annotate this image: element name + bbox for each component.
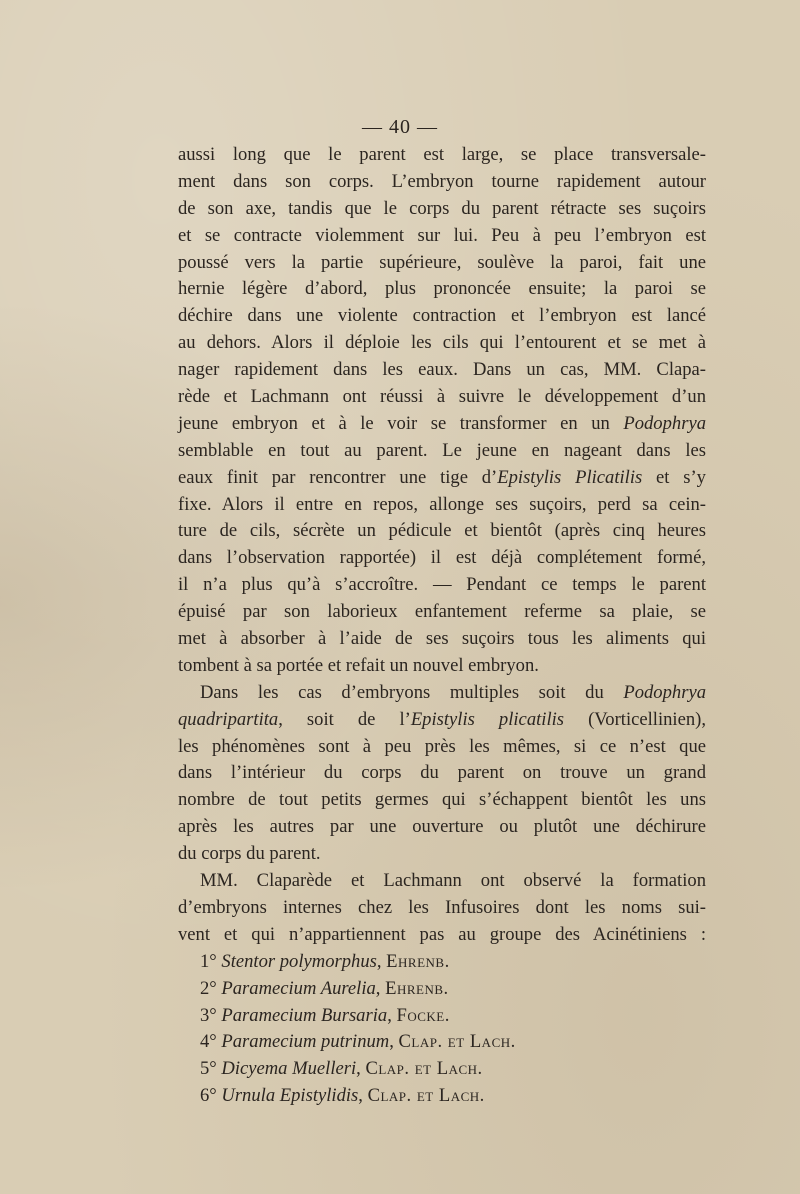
species-name: Podophrya xyxy=(623,681,706,703)
list-number: 1° xyxy=(200,950,217,972)
author-name: Focke. xyxy=(396,1004,450,1026)
author-name: Clap. et Lach. xyxy=(365,1058,483,1080)
species-name: Podophrya xyxy=(623,412,706,434)
list-item: 3° Paramecium Bursaria, Focke. xyxy=(200,1004,450,1026)
text-line: ture de cils, sécrète un pédicule et bientôt (après cinq heures xyxy=(178,520,706,542)
text-line: dans l’observation rapportée) il est déjà complétement formé, xyxy=(178,547,706,569)
text-line: fixe. Alors il entre en repos, allonge ses suçoirs, perd sa cein- xyxy=(178,493,706,515)
text-segment: eaux finit par rencontrer une tige d’ xyxy=(178,466,498,488)
text-line: au dehors. Alors il déploie les cils qui l’entourent et se met à xyxy=(178,332,706,354)
page-number: — 40 — xyxy=(362,116,438,138)
list-number: 2° xyxy=(200,977,217,999)
text-segment: (Vorticellinien), xyxy=(564,708,706,730)
list-number: 3° xyxy=(200,1004,217,1026)
body-text xyxy=(178,142,706,1110)
species-name: quadripartita xyxy=(178,708,279,730)
text-line: nombre de tout petits germes qui s’échappent bientôt les uns xyxy=(178,789,706,811)
species-name: Epistylis Plicatilis xyxy=(497,466,643,488)
text-line: met à absorber à l’aide de ses suçoirs tous les aliments qui xyxy=(178,628,706,650)
text-segment: jeune embryon et à le voir se transformer en un xyxy=(178,412,624,434)
text-line: MM. Claparède et Lachmann ont observé la formation xyxy=(200,870,706,892)
text-line: hernie légère d’abord, plus prononcée ensuite; la paroi se xyxy=(178,278,706,300)
text-line: vent et qui n’appartiennent pas au groupe des Acinétiniens : xyxy=(178,923,706,945)
text-segment: et s’y xyxy=(642,466,706,488)
author-name: Ehrenb. xyxy=(386,950,450,972)
list-number: 4° xyxy=(200,1031,217,1053)
list-number: 5° xyxy=(200,1058,217,1080)
species-name: Dicyema Muelleri xyxy=(221,1058,357,1080)
list-item: 2° Paramecium Aurelia, Ehrenb. xyxy=(200,977,449,999)
species-name: Paramecium Bursaria xyxy=(221,1004,388,1026)
text-segment: Dans les cas d’embryons multiples soit du xyxy=(200,681,624,703)
author-name: Clap. et Lach. xyxy=(367,1085,485,1107)
author-name: Ehrenb. xyxy=(385,977,449,999)
text-line: après les autres par une ouverture ou plutôt une déchirure xyxy=(178,816,706,838)
text-line: nager rapidement dans les eaux. Dans un cas, MM. Clapa- xyxy=(178,359,706,381)
text-line: il n’a plus qu’à s’accroître. — Pendant ce temps le parent xyxy=(178,574,706,596)
text-line: ment dans son corps. L’embryon tourne rapidement autour xyxy=(178,170,706,192)
text-line: et se contracte violemment sur lui. Peu à peu l’embryon est xyxy=(178,224,706,246)
text-line: rède et Lachmann ont réussi à suivre le développement d’un xyxy=(178,386,706,408)
text-line: d’embryons internes chez les Infusoires dont les noms sui- xyxy=(178,896,706,918)
text-line: dans l’intérieur du corps du parent on trouve un grand xyxy=(178,762,706,784)
author-name: Clap. et Lach. xyxy=(398,1031,516,1053)
text-line: les phénomènes sont à peu près les mêmes, si ce n’est que xyxy=(178,735,706,757)
text-line: déchire dans une violente contraction et l’embryon est lancé xyxy=(178,305,706,327)
text-line: de son axe, tandis que le corps du parent rétracte ses suçoirs xyxy=(178,197,706,219)
text-line xyxy=(178,680,706,707)
list-item: 5° Dicyema Muelleri, Clap. et Lach. xyxy=(200,1058,483,1080)
list-item: 4° Paramecium putrinum, Clap. et Lach. xyxy=(200,1031,516,1053)
species-name: Urnula Epistylidis xyxy=(221,1085,359,1107)
text-segment: , soit de l’ xyxy=(278,708,411,730)
species-name: Stentor polymorphus xyxy=(221,950,377,972)
text-line: semblable en tout au parent. Le jeune en nageant dans les xyxy=(178,439,706,461)
list-number: 6° xyxy=(200,1085,217,1107)
text-line: épuisé par son laborieux enfantement referme sa plaie, se xyxy=(178,601,706,623)
species-name: Paramecium putrinum xyxy=(221,1031,390,1053)
text-line: poussé vers la partie supérieure, soulève la paroi, fait une xyxy=(178,251,706,273)
text-line: du corps du parent. xyxy=(178,843,321,865)
list-item: 1° Stentor polymorphus, Ehrenb. xyxy=(200,950,450,972)
text-line xyxy=(178,465,706,492)
list-item: 6° Urnula Epistylidis, Clap. et Lach. xyxy=(200,1085,485,1107)
text-line xyxy=(178,707,706,734)
text-line: aussi long que le parent est large, se place transversale- xyxy=(178,144,706,165)
text-line xyxy=(178,411,706,438)
species-name: Paramecium Aurelia xyxy=(221,977,376,999)
text-line: tombent à sa portée et refait un nouvel embryon. xyxy=(178,654,539,676)
species-name: Epistylis plicatilis xyxy=(410,708,565,730)
